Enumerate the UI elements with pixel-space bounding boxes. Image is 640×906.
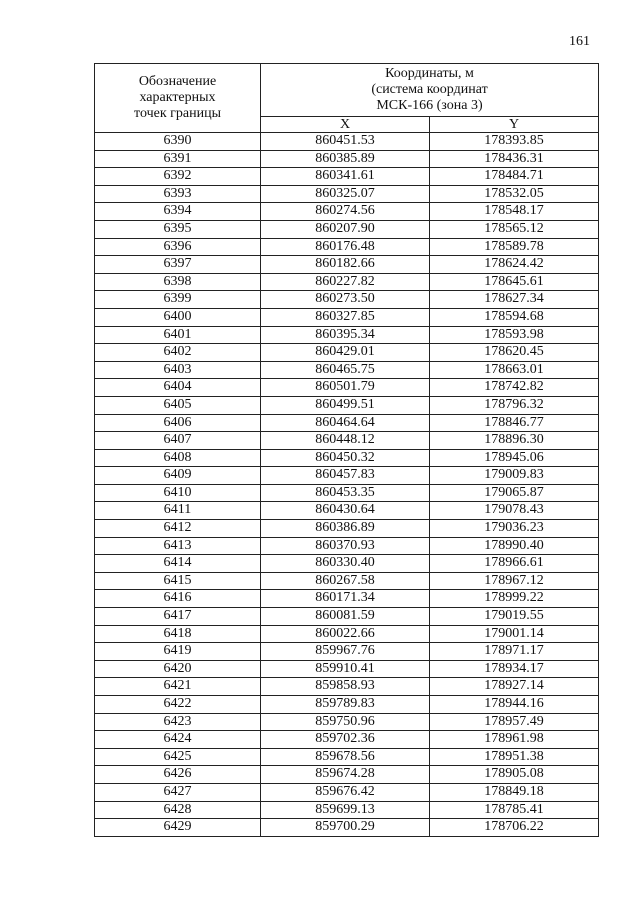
coordinates-table [94, 63, 599, 837]
cell-point-id: 6416 [95, 590, 261, 608]
table-row [95, 467, 599, 485]
cell-x: 859750.96 [261, 713, 430, 731]
cell-point-id: 6391 [95, 150, 261, 168]
cell-y: 178484.71 [430, 168, 599, 186]
cell-point-id: 6400 [95, 308, 261, 326]
table-row [95, 379, 599, 397]
cell-x: 860267.58 [261, 572, 430, 590]
cell-y: 178846.77 [430, 414, 599, 432]
cell-x: 860327.85 [261, 308, 430, 326]
cell-point-id: 6410 [95, 484, 261, 502]
cell-x: 860022.66 [261, 625, 430, 643]
table-row [95, 625, 599, 643]
table-row [95, 203, 599, 221]
table-row [95, 731, 599, 749]
table-row [95, 520, 599, 538]
cell-point-id: 6413 [95, 537, 261, 555]
cell-point-id: 6425 [95, 748, 261, 766]
cell-y: 178990.40 [430, 537, 599, 555]
table-row [95, 766, 599, 784]
table-row [95, 326, 599, 344]
cell-point-id: 6424 [95, 731, 261, 749]
cell-y: 179001.14 [430, 625, 599, 643]
cell-point-id: 6417 [95, 608, 261, 626]
cell-x: 859676.42 [261, 783, 430, 801]
cell-x: 860429.01 [261, 344, 430, 362]
cell-y: 178589.78 [430, 238, 599, 256]
cell-y: 179078.43 [430, 502, 599, 520]
cell-point-id: 6398 [95, 273, 261, 291]
table-row [95, 484, 599, 502]
cell-y: 178532.05 [430, 185, 599, 203]
cell-point-id: 6426 [95, 766, 261, 784]
cell-y: 178742.82 [430, 379, 599, 397]
table-header [95, 64, 599, 133]
table-row [95, 801, 599, 819]
cell-point-id: 6394 [95, 203, 261, 221]
cell-point-id: 6393 [95, 185, 261, 203]
cell-y: 178706.22 [430, 819, 599, 837]
cell-y: 178905.08 [430, 766, 599, 784]
cell-y: 178796.32 [430, 396, 599, 414]
cell-y: 178999.22 [430, 590, 599, 608]
table-row [95, 502, 599, 520]
cell-x: 859967.76 [261, 643, 430, 661]
table-row [95, 678, 599, 696]
cell-point-id: 6427 [95, 783, 261, 801]
table-row [95, 819, 599, 837]
cell-point-id: 6418 [95, 625, 261, 643]
cell-y: 178967.12 [430, 572, 599, 590]
cell-point-id: 6409 [95, 467, 261, 485]
cell-point-id: 6411 [95, 502, 261, 520]
cell-point-id: 6406 [95, 414, 261, 432]
cell-y: 178945.06 [430, 449, 599, 467]
cell-point-id: 6404 [95, 379, 261, 397]
cell-y: 179065.87 [430, 484, 599, 502]
cell-point-id: 6408 [95, 449, 261, 467]
cell-x: 860464.64 [261, 414, 430, 432]
cell-x: 859910.41 [261, 660, 430, 678]
cell-point-id: 6428 [95, 801, 261, 819]
cell-y: 178961.98 [430, 731, 599, 749]
cell-x: 860274.56 [261, 203, 430, 221]
cell-y: 178957.49 [430, 713, 599, 731]
cell-x: 860386.89 [261, 520, 430, 538]
cell-point-id: 6390 [95, 133, 261, 151]
cell-y: 178849.18 [430, 783, 599, 801]
cell-point-id: 6402 [95, 344, 261, 362]
cell-x: 860451.53 [261, 133, 430, 151]
cell-point-id: 6412 [95, 520, 261, 538]
header-coordinates-label: Координаты, м (система координат МСК-166 (зона 3) [371, 66, 488, 113]
table-row [95, 150, 599, 168]
cell-point-id: 6407 [95, 432, 261, 450]
cell-y: 178663.01 [430, 361, 599, 379]
cell-x: 860395.34 [261, 326, 430, 344]
table-row [95, 608, 599, 626]
cell-y: 178594.68 [430, 308, 599, 326]
cell-y: 178627.34 [430, 291, 599, 309]
table-row [95, 590, 599, 608]
table-row [95, 168, 599, 186]
header-point-label: Обозначение характерных точек границы [134, 74, 221, 121]
table-row [95, 748, 599, 766]
cell-x: 859699.13 [261, 801, 430, 819]
cell-x: 859789.83 [261, 696, 430, 714]
cell-y: 179019.55 [430, 608, 599, 626]
table-row [95, 696, 599, 714]
cell-x: 860341.61 [261, 168, 430, 186]
table-row [95, 344, 599, 362]
table-row [95, 537, 599, 555]
table-row [95, 414, 599, 432]
cell-y: 178934.17 [430, 660, 599, 678]
cell-y: 178620.45 [430, 344, 599, 362]
cell-x: 860450.32 [261, 449, 430, 467]
table-row [95, 361, 599, 379]
table-row [95, 220, 599, 238]
cell-x: 860207.90 [261, 220, 430, 238]
cell-x: 860501.79 [261, 379, 430, 397]
cell-y: 179009.83 [430, 467, 599, 485]
cell-point-id: 6420 [95, 660, 261, 678]
table-row [95, 449, 599, 467]
table-row [95, 713, 599, 731]
cell-point-id: 6419 [95, 643, 261, 661]
cell-x: 860499.51 [261, 396, 430, 414]
header-y: Y [430, 117, 599, 133]
header-point-designation [95, 64, 261, 133]
cell-point-id: 6429 [95, 819, 261, 837]
cell-y: 178548.17 [430, 203, 599, 221]
cell-x: 860081.59 [261, 608, 430, 626]
cell-y: 179036.23 [430, 520, 599, 538]
cell-y: 178565.12 [430, 220, 599, 238]
cell-y: 178951.38 [430, 748, 599, 766]
cell-x: 860330.40 [261, 555, 430, 573]
cell-x: 860385.89 [261, 150, 430, 168]
coordinates-table-container [94, 63, 598, 837]
cell-x: 859700.29 [261, 819, 430, 837]
cell-x: 860370.93 [261, 537, 430, 555]
cell-point-id: 6415 [95, 572, 261, 590]
cell-x: 860465.75 [261, 361, 430, 379]
table-row [95, 660, 599, 678]
cell-x: 859678.56 [261, 748, 430, 766]
cell-y: 178645.61 [430, 273, 599, 291]
table-row [95, 308, 599, 326]
cell-point-id: 6401 [95, 326, 261, 344]
cell-y: 178785.41 [430, 801, 599, 819]
cell-y: 178944.16 [430, 696, 599, 714]
cell-y: 178624.42 [430, 256, 599, 274]
table-row [95, 185, 599, 203]
cell-x: 860430.64 [261, 502, 430, 520]
cell-point-id: 6405 [95, 396, 261, 414]
cell-y: 178896.30 [430, 432, 599, 450]
table-row [95, 396, 599, 414]
table-row [95, 273, 599, 291]
cell-point-id: 6414 [95, 555, 261, 573]
cell-x: 860453.35 [261, 484, 430, 502]
header-coordinates [261, 64, 599, 117]
cell-y: 178393.85 [430, 133, 599, 151]
table-body [95, 133, 599, 837]
cell-point-id: 6422 [95, 696, 261, 714]
table-row [95, 555, 599, 573]
cell-point-id: 6423 [95, 713, 261, 731]
table-row [95, 291, 599, 309]
header-x: X [261, 117, 430, 133]
cell-x: 859858.93 [261, 678, 430, 696]
cell-point-id: 6421 [95, 678, 261, 696]
table-row [95, 432, 599, 450]
cell-x: 860182.66 [261, 256, 430, 274]
cell-x: 860448.12 [261, 432, 430, 450]
cell-point-id: 6397 [95, 256, 261, 274]
cell-x: 860227.82 [261, 273, 430, 291]
table-row [95, 256, 599, 274]
cell-y: 178436.31 [430, 150, 599, 168]
table-row [95, 238, 599, 256]
cell-x: 860273.50 [261, 291, 430, 309]
table-row [95, 133, 599, 151]
cell-point-id: 6403 [95, 361, 261, 379]
cell-x: 860457.83 [261, 467, 430, 485]
cell-y: 178971.17 [430, 643, 599, 661]
cell-x: 860176.48 [261, 238, 430, 256]
cell-y: 178966.61 [430, 555, 599, 573]
table-row [95, 572, 599, 590]
cell-x: 860325.07 [261, 185, 430, 203]
page-number: 161 [569, 34, 590, 49]
cell-point-id: 6399 [95, 291, 261, 309]
table-row [95, 643, 599, 661]
cell-y: 178593.98 [430, 326, 599, 344]
cell-point-id: 6396 [95, 238, 261, 256]
cell-y: 178927.14 [430, 678, 599, 696]
cell-point-id: 6395 [95, 220, 261, 238]
cell-x: 859674.28 [261, 766, 430, 784]
cell-x: 860171.34 [261, 590, 430, 608]
table-row [95, 783, 599, 801]
cell-x: 859702.36 [261, 731, 430, 749]
cell-point-id: 6392 [95, 168, 261, 186]
